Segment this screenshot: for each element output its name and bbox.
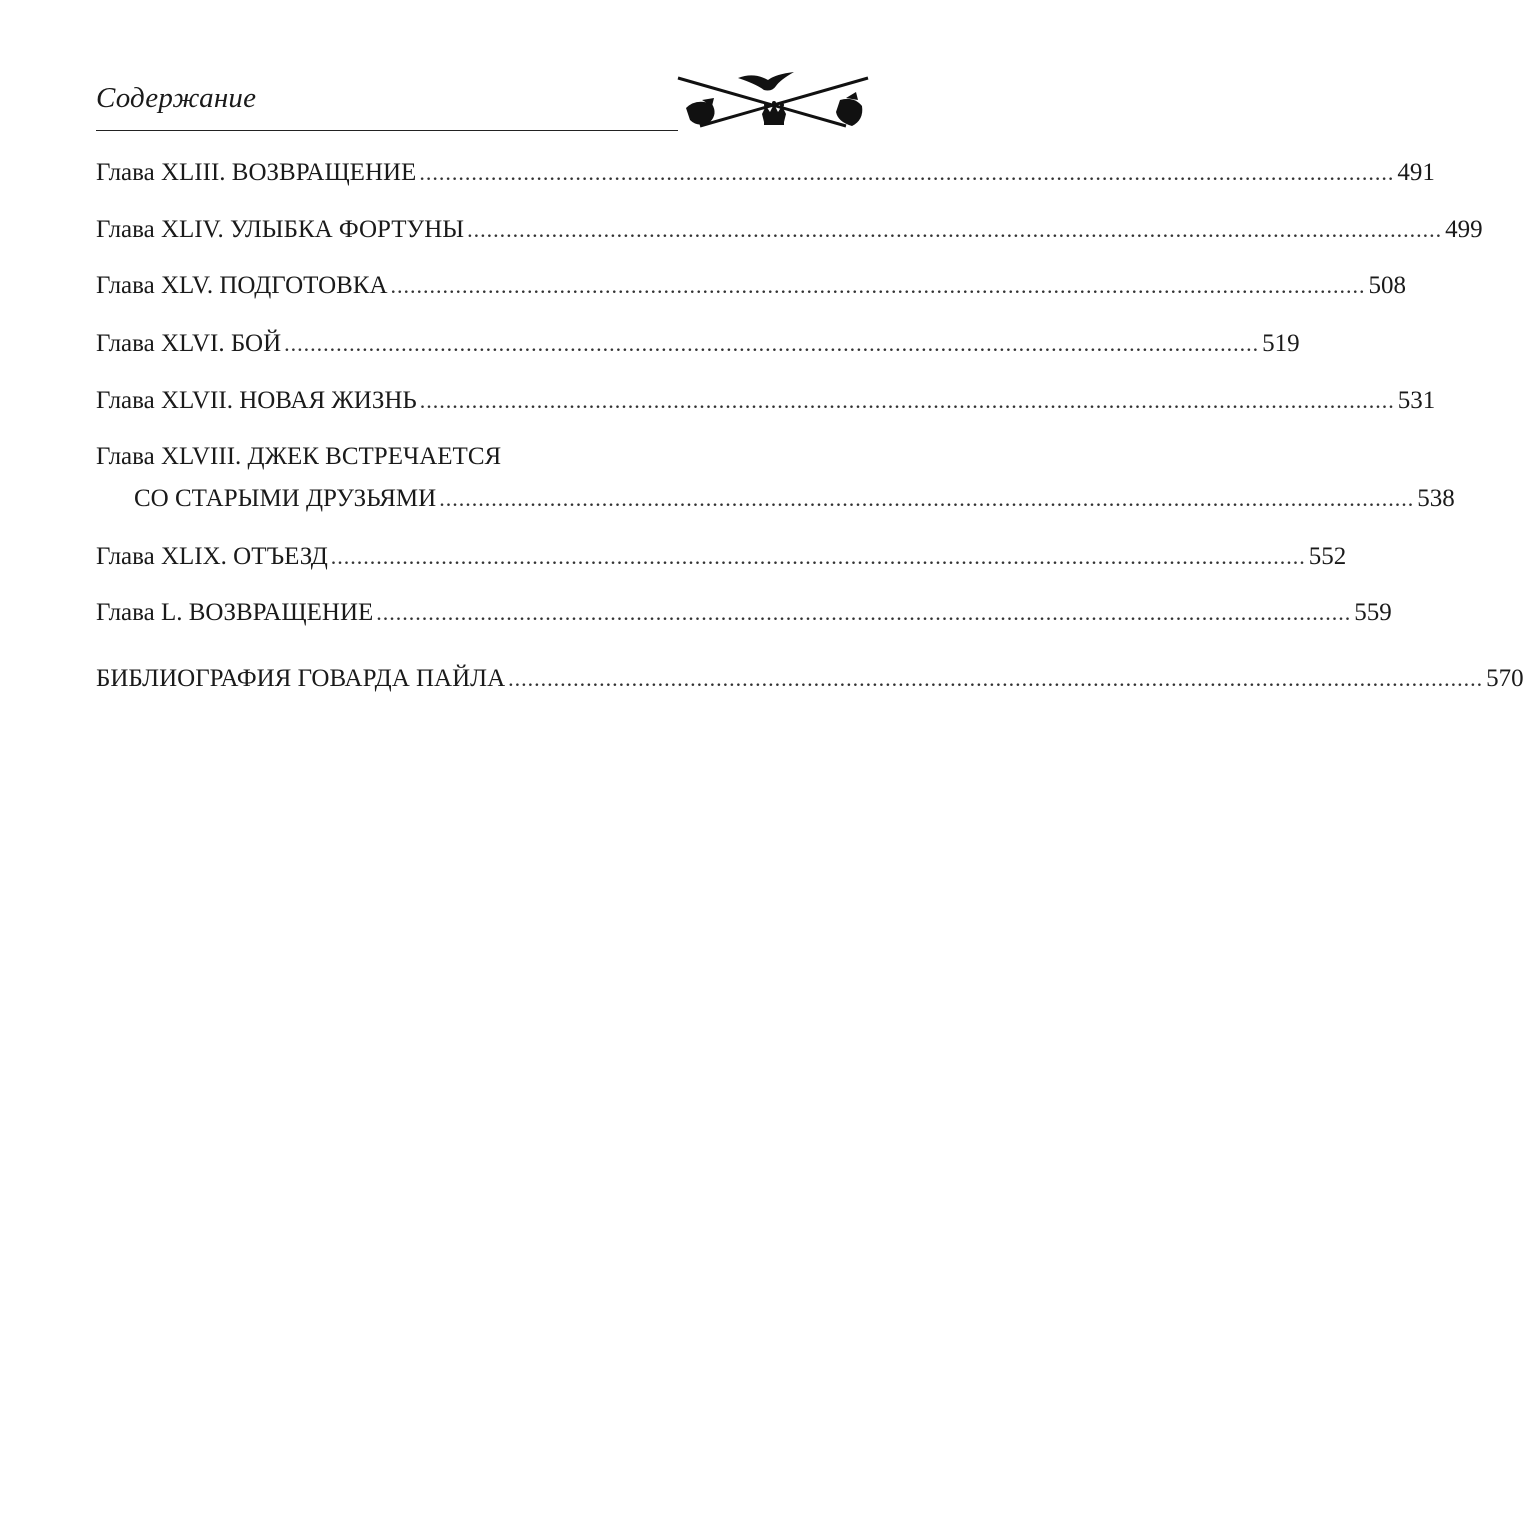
- toc-entry: [96, 593, 1392, 633]
- toc-entry-title: БИБЛИОГРАФИЯ ГОВАРДА ПАЙЛА: [96, 665, 506, 692]
- toc-entry: [96, 266, 1407, 306]
- toc-page-number: 552: [1308, 543, 1347, 570]
- toc-entry-title: Глава XLVII. НОВАЯ ЖИЗНЬ: [96, 387, 417, 414]
- toc-entry: [134, 479, 1455, 519]
- toc-page-number: 570: [1486, 665, 1524, 692]
- toc-entry: [96, 659, 1524, 699]
- toc-page-number: 508: [1368, 272, 1407, 299]
- toc-entry: [96, 324, 1300, 364]
- toc-page-number: 559: [1354, 599, 1392, 626]
- toc-leader-dots: ......................................................................................................................................................: [376, 600, 1352, 625]
- toc-entry-title-line1: Глава XLVIII. ДЖЕК ВСТРЕЧАЕТСЯ: [96, 443, 502, 470]
- toc-leader-dots: ......................................................................................................................................................: [508, 666, 1484, 691]
- toc-entry: [96, 537, 1347, 577]
- toc-leader-dots: ......................................................................................................................................................: [419, 388, 1395, 413]
- toc-entry-title: Глава XLIX. ОТЪЕЗД: [96, 543, 328, 570]
- toc-entry-title: Глава XLIII. ВОЗВРАЩЕНИЕ: [96, 159, 417, 186]
- toc-entry-title: Глава XLIV. УЛЫБКА ФОРТУНЫ: [96, 216, 465, 243]
- toc-entry: [96, 153, 1435, 193]
- toc-page-number: 499: [1445, 216, 1483, 243]
- crossed-swords-emblem-icon: [676, 70, 870, 136]
- toc-leader-dots: ......................................................................................................................................................: [390, 273, 1366, 298]
- toc-leader-dots: ......................................................................................................................................................: [467, 217, 1443, 242]
- header-title: Содержание: [96, 82, 257, 114]
- toc-entry-title: Глава L. ВОЗВРАЩЕНИЕ: [96, 599, 374, 626]
- toc-leader-dots: ......................................................................................................................................................: [284, 331, 1260, 356]
- toc-entry-title: Глава XLV. ПОДГОТОВКА: [96, 272, 388, 299]
- toc-entry: [96, 210, 1483, 250]
- toc-page-number: 531: [1397, 387, 1436, 414]
- toc-page-number: 491: [1397, 159, 1435, 186]
- running-header: [96, 70, 870, 136]
- toc-entry-title: Глава XLVI. БОЙ: [96, 330, 282, 357]
- toc-leader-dots: ......................................................................................................................................................: [330, 544, 1306, 569]
- toc-entry: [96, 381, 1436, 421]
- header-rule: [96, 130, 678, 131]
- toc-entry-title-line2: СО СТАРЫМИ ДРУЗЬЯМИ: [134, 485, 437, 512]
- toc-page-number: 519: [1262, 330, 1300, 357]
- toc-leader-dots: ......................................................................................................................................................: [419, 160, 1395, 185]
- toc-leader-dots: ......................................................................................................................................................: [439, 486, 1415, 511]
- toc-page-number: 538: [1417, 485, 1455, 512]
